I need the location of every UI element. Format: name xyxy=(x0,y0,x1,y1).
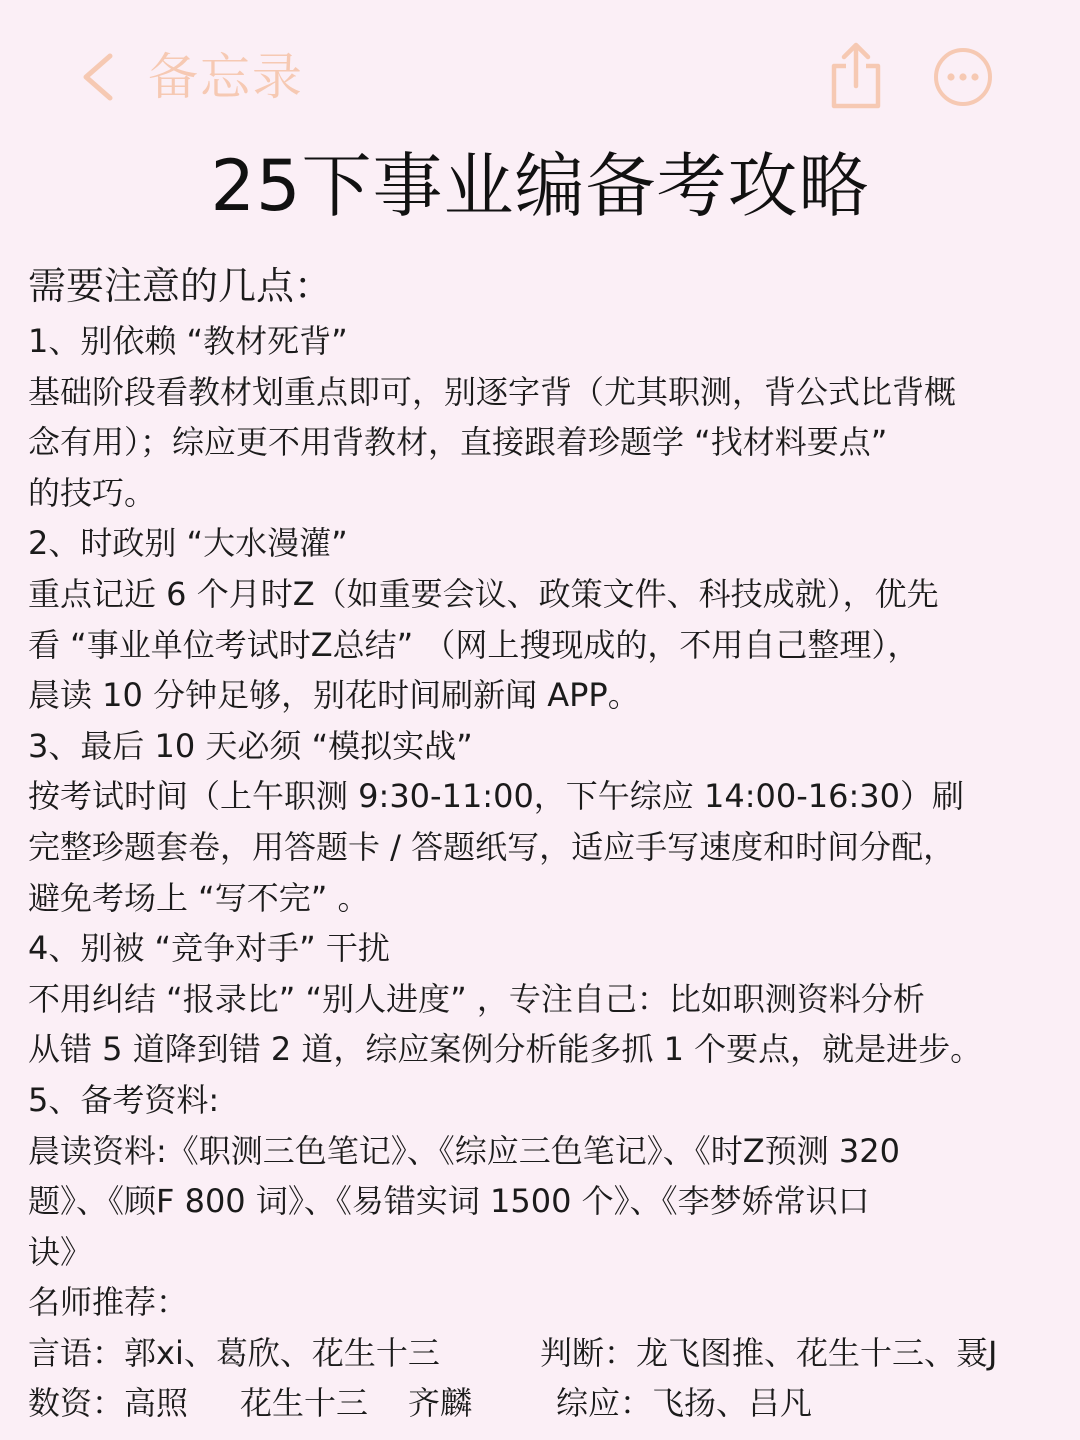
note-line: 晨读 10 分钟足够，别花时间刷新闻 APP。 xyxy=(28,676,640,715)
teacher-row xyxy=(28,1378,1058,1429)
teacher-verbal: 言语：郭xi、葛欣、花生十三 xyxy=(28,1333,440,1372)
note-line: 不用纠结 “报录比” “别人进度” ，专注自己：比如职测资料分析 xyxy=(28,979,925,1018)
note-line: 基础阶段看教材划重点即可，别逐字背（尤其职测，背公式比背概 xyxy=(28,372,957,411)
teacher-essay: 综应：飞扬、吕凡 xyxy=(556,1384,813,1423)
note-body[interactable] xyxy=(28,258,1058,1429)
note-line: 名师推荐： xyxy=(28,1283,189,1322)
back-button-label: 备忘录 xyxy=(148,48,304,106)
navigation-bar xyxy=(0,0,1080,140)
note-line: 诀》 xyxy=(28,1232,93,1271)
note-line: 看 “事业单位考试时Z总结” （网上搜现成的，不用自己整理）， xyxy=(28,625,920,664)
note-line: 重点记近 6 个月时Z（如重要会议、政策文件、科技成就），优先 xyxy=(28,574,939,613)
more-icon xyxy=(932,93,994,112)
teacher-quant-3: 齐麟 xyxy=(408,1384,473,1423)
teacher-quant-2: 花生十三 xyxy=(240,1384,369,1423)
share-button[interactable] xyxy=(826,40,886,110)
back-button[interactable] xyxy=(78,40,304,114)
note-line: 避免考场上 “写不完” 。 xyxy=(28,878,370,917)
note-line: 念有用）；综应更不用背教材，直接跟着珍题学 “找材料要点” xyxy=(28,423,888,462)
teacher-row xyxy=(28,1328,1058,1379)
share-icon xyxy=(826,95,886,114)
chevron-left-icon xyxy=(78,52,118,102)
note-title: 25下事业编备考攻略 xyxy=(210,145,870,227)
note-line: 5、备考资料: xyxy=(28,1080,220,1119)
note-line: 按考试时间（上午职测 9:30-11:00，下午综应 14:00-16:30）刷 xyxy=(28,777,964,816)
note-line: 3、最后 10 天必须 “模拟实战” xyxy=(28,726,473,765)
note-line: 晨读资料:《职测三色笔记》、《综应三色笔记》、《时Z预测 320 xyxy=(28,1131,900,1170)
note-line: 的技巧。 xyxy=(28,473,157,512)
note-subheading: 需要注意的几点： xyxy=(28,264,333,308)
note-line: 2、时政别 “大水漫灌” xyxy=(28,524,348,563)
teacher-judgment: 判断：龙飞图推、花生十三、聂J xyxy=(540,1333,998,1372)
note-line: 4、别被 “竞争对手” 干扰 xyxy=(28,929,390,968)
note-line: 从错 5 道降到错 2 道，综应案例分析能多抓 1 个要点，就是进步。 xyxy=(28,1030,983,1069)
teacher-quant: 数资：高照 xyxy=(28,1384,189,1423)
more-button[interactable] xyxy=(932,46,994,108)
note-line: 完整珍题套卷，用答题卡 / 答题纸写，适应手写速度和时间分配， xyxy=(28,827,956,866)
note-line: 题》、《顾F 800 词》、《易错实词 1500 个》、《李梦娇常识口 xyxy=(28,1182,870,1221)
note-line: 1、别依赖 “教材死背” xyxy=(28,322,348,360)
